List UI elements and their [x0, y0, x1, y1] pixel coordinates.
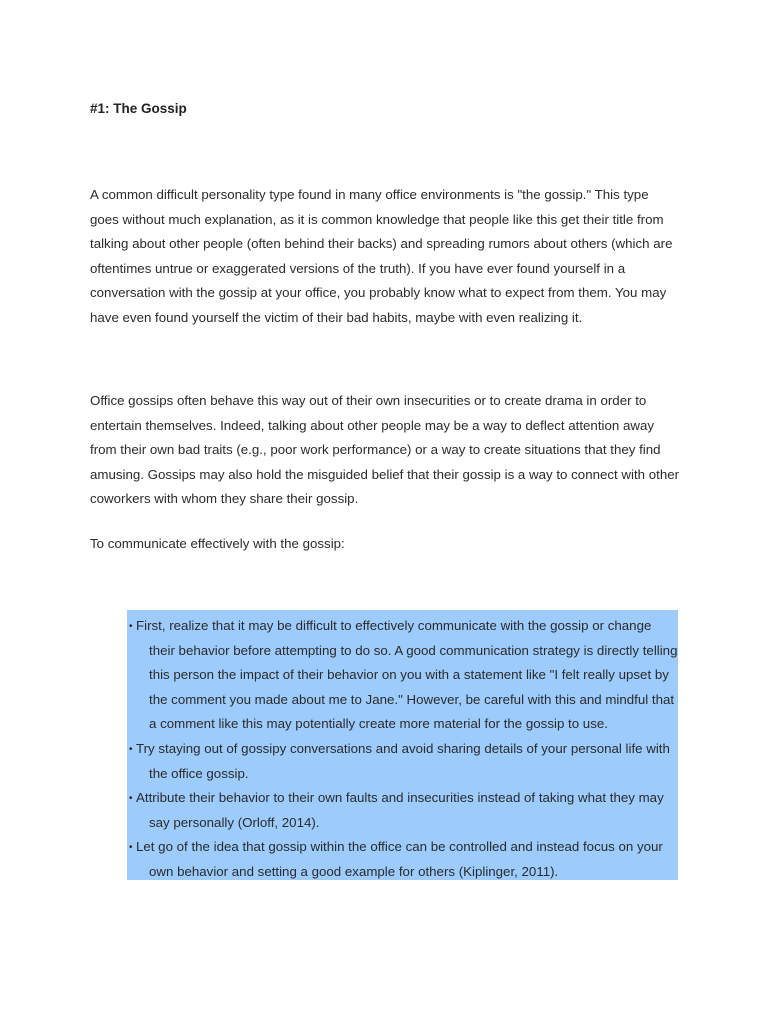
tips-list — [127, 614, 680, 885]
section-heading: #1: The Gossip — [90, 101, 187, 116]
list-item — [127, 614, 680, 737]
paragraph-lead-in: To communicate effectively with the gossip: — [90, 536, 345, 551]
bullet-icon: • — [129, 842, 133, 854]
list-item-text: Attribute their behavior to their own faults and insecurities instead of taking what they may say personally (Orloff, 2014). — [136, 790, 664, 830]
list-item — [127, 737, 680, 786]
list-item-text: First, realize that it may be difficult to effectively communicate with the gossip or change their behavior before attempting to do so. A good communication strategy is directly telling this person the impact of their behavior on you with a statement like "I felt really upset by the comment you made about me to Jane." However, be careful with this and mindful that a comment like this may potentially create more material for the gossip to use. — [136, 618, 678, 732]
bullet-icon: • — [129, 621, 133, 632]
bullet-icon: • — [129, 743, 133, 755]
bullet-icon: • — [129, 793, 133, 805]
list-item-text: Let go of the idea that gossip within the office can be controlled and instead focus on your own behavior and setting a good example for others (Kiplinger, 2011). — [136, 839, 663, 879]
paragraph-causes: Office gossips often behave this way out of their own insecurities or to create drama in order to entertain themselves. Indeed, talking about other people may be a way to deflect attention away from their own bad traits (e.g., poor work performance) or a way to create situations that they find amusing. Gossips may also hold the misguided belief that their gossip is a way to connect with other coworkers with whom they share their gossip. — [90, 393, 680, 507]
list-item — [127, 786, 680, 835]
list-item — [127, 835, 680, 884]
list-item-text: Try staying out of gossipy conversations and avoid sharing details of your personal life with the office gossip. — [136, 740, 670, 781]
paragraph-intro: A common difficult personality type found in many office environments is "the gossip." This type goes without much explanation, as it is common knowledge that people like this get their title from talking about other people (often behind their backs) and spreading rumors about others (which are oftentimes untrue or exaggerated versions of the truth). If you have ever found yourself in a conversation with the gossip at your office, you probably know what to expect from them. You may have even found yourself the victim of their bad habits, maybe with even realizing it. — [90, 187, 673, 325]
